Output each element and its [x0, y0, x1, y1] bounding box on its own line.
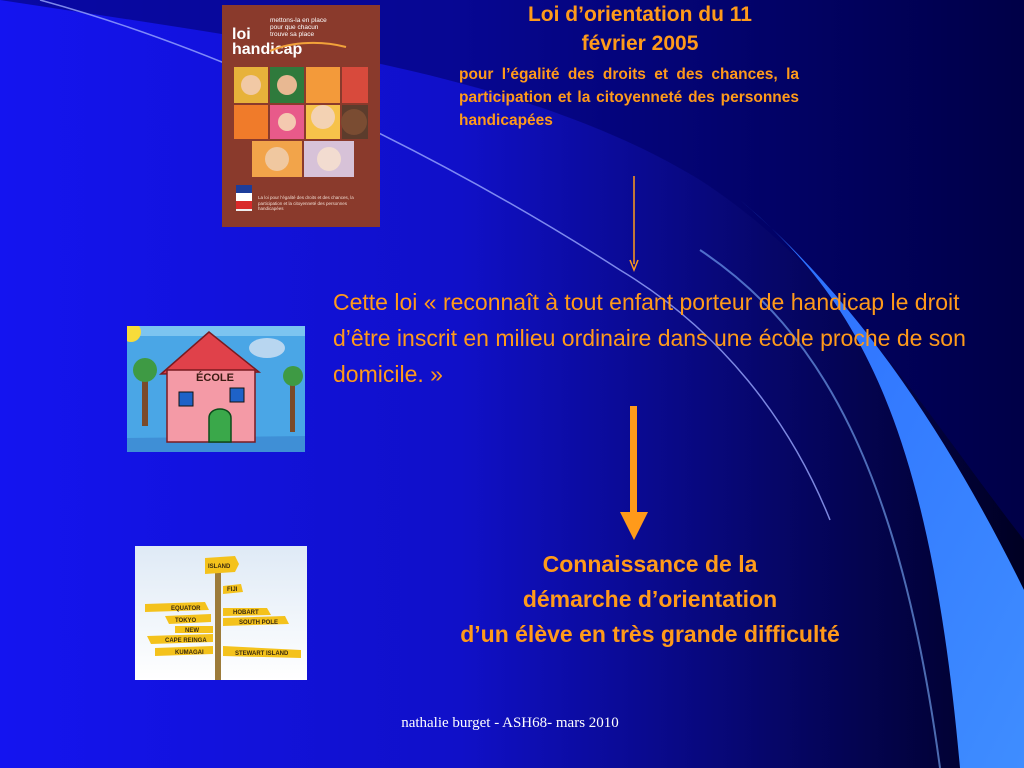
sign-label-7: SOUTH POLE — [239, 620, 279, 626]
law-quote: Cette loi « reconnaît à tout enfant porteur de handicap le droit d’être inscrit en milieu ordinaire dans une école proche de son domicile. » — [333, 289, 966, 387]
slide-footer: nathalie burget - ASH68- mars 2010 — [401, 715, 619, 731]
poster-republic-logo — [236, 185, 252, 211]
sign-label-8: HOBART — [233, 610, 259, 616]
school-drawing — [127, 326, 305, 452]
school-sign-label: ÉCOLE — [196, 372, 234, 384]
sign-label-6: KUMAGAI — [175, 650, 204, 656]
poster-logo-title: loi handicap — [232, 26, 303, 58]
sign-label-9: STEWART ISLAND — [235, 651, 289, 657]
poster-logo-tagline: mettons-la en place pour que chacun trouve sa place — [270, 17, 327, 38]
sign-label-5: CAPE REINGA — [165, 638, 207, 644]
poster-logo — [232, 15, 362, 67]
poster-photo-collage — [234, 67, 368, 177]
conclusion-title: Connaissance de la démarche d’orientation d’un élève en très grande difficulté — [460, 551, 840, 647]
poster-logo-swoosh-icon — [268, 39, 348, 55]
thin-down-arrow-icon — [626, 176, 642, 272]
loi-handicap-poster — [222, 5, 380, 227]
thick-down-arrow-icon — [612, 404, 656, 544]
sign-label-10: FIJI — [227, 587, 238, 593]
sign-label-2: EQUATOR — [171, 606, 201, 612]
slide-title: Loi d’orientation du 11 février 2005 — [527, 3, 752, 55]
sign-label-3: TOKYO — [175, 618, 197, 624]
signpost-photo — [135, 546, 307, 680]
poster-caption: La loi pour l’égalité des droits et des chances, la participation et la citoyenneté des personnes handicapées — [258, 195, 354, 211]
slide-subtitle: pour l’égalité des droits et des chances, la participation et la citoyenneté des personnes handicapées — [459, 66, 799, 129]
sign-label-1: ISLAND — [208, 564, 231, 570]
sign-label-4: NEW — [185, 628, 199, 634]
